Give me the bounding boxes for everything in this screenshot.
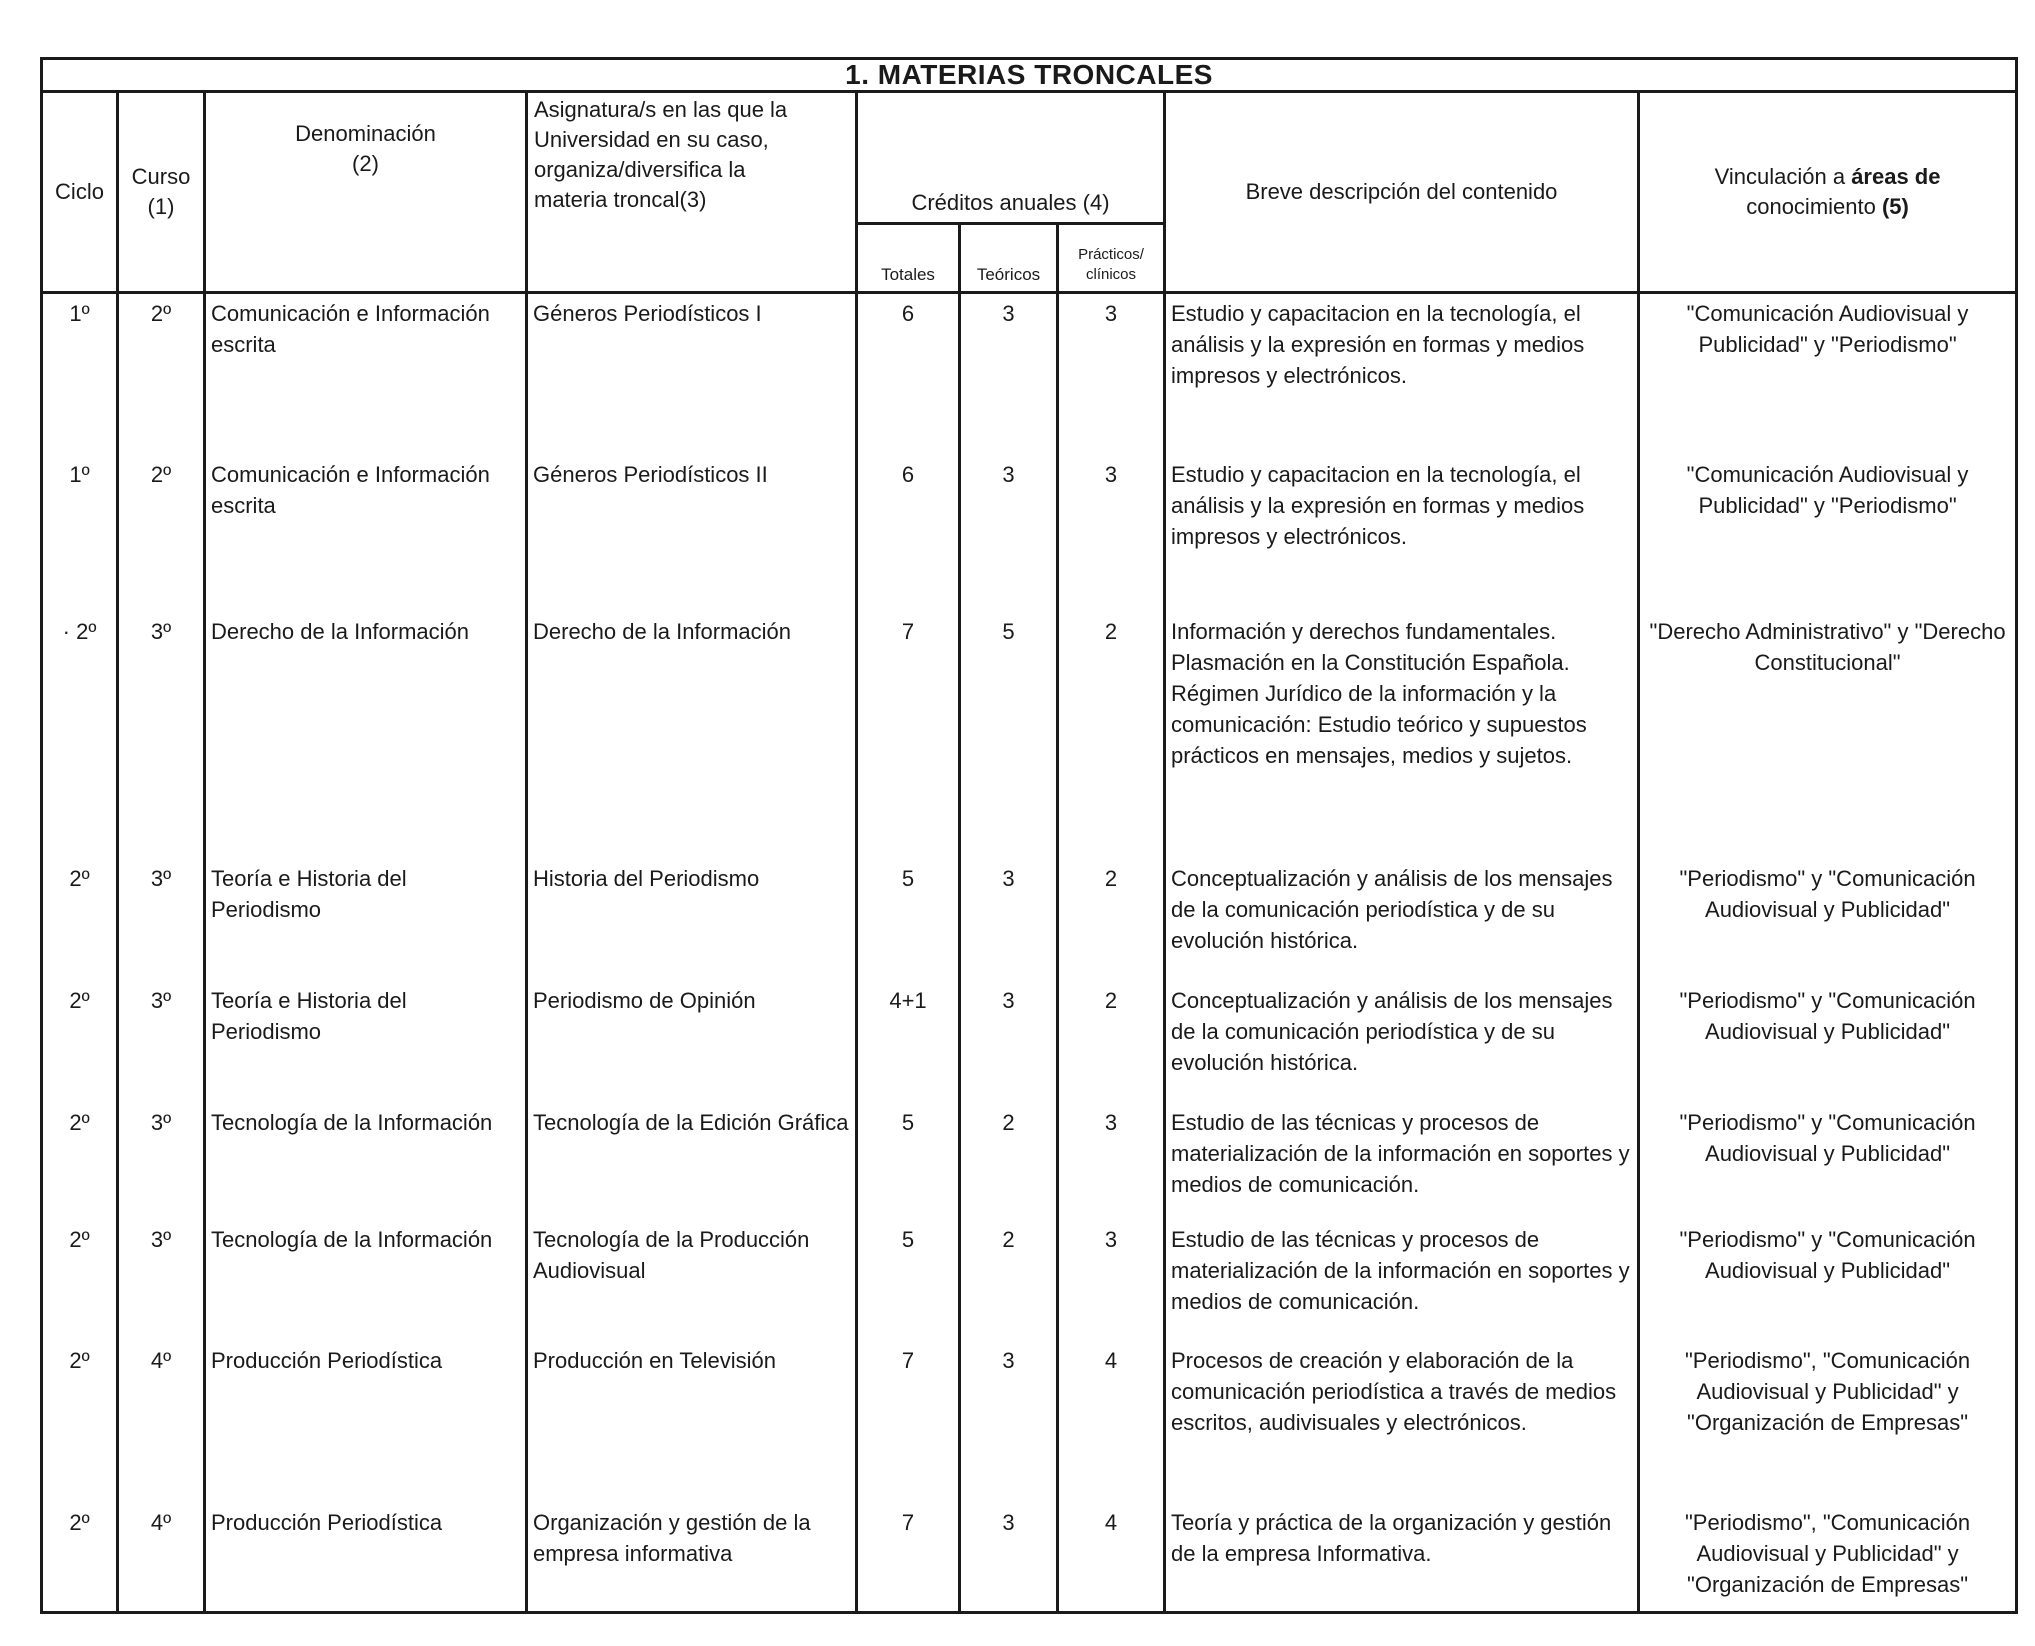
- cell-curso: 3º: [118, 859, 205, 981]
- cell-vinculacion: "Derecho Administrativo" y "Derecho Constitucional": [1639, 612, 2017, 859]
- cell-teoricos: 5: [960, 612, 1058, 859]
- cell-practicos: 3: [1058, 455, 1165, 612]
- cell-vinculacion: "Periodismo" y "Comunicación Audiovisual y Publicidad": [1639, 859, 2017, 981]
- cell-vinculacion: "Periodismo" y "Comunicación Audiovisual y Publicidad": [1639, 1103, 2017, 1220]
- cell-denominacion: Teoría e Historia del Periodismo: [205, 859, 527, 981]
- cell-ciclo: 2º: [42, 1503, 118, 1613]
- header-practicos: Prácticos/ clínicos: [1058, 224, 1165, 293]
- header-totales: Totales: [857, 224, 960, 293]
- cell-ciclo: 2º: [42, 1341, 118, 1503]
- cell-asignatura: Tecnología de la Producción Audiovisual: [527, 1220, 857, 1341]
- cell-teoricos: 3: [960, 981, 1058, 1103]
- table-row: [42, 455, 2017, 612]
- cell-totales: 7: [857, 612, 960, 859]
- cell-practicos: 4: [1058, 1503, 1165, 1613]
- cell-teoricos: 3: [960, 1503, 1058, 1613]
- cell-practicos: 2: [1058, 981, 1165, 1103]
- cell-curso: 3º: [118, 1220, 205, 1341]
- cell-teoricos: 3: [960, 455, 1058, 612]
- cell-denominacion: Tecnología de la Información: [205, 1103, 527, 1220]
- header-ciclo: Ciclo: [42, 92, 118, 293]
- cell-descripcion: Teoría y práctica de la organización y gestión de la empresa Informativa.: [1165, 1503, 1639, 1613]
- cell-totales: 7: [857, 1503, 960, 1613]
- table-row: [42, 1503, 2017, 1613]
- cell-descripcion: Conceptualización y análisis de los mensajes de la comunicación periodística y de su evolución histórica.: [1165, 859, 1639, 981]
- cell-descripcion: Estudio de las técnicas y procesos de materialización de la información en soportes y medios de comunicación.: [1165, 1103, 1639, 1220]
- table-row: [42, 293, 2017, 455]
- cell-denominacion: Comunicación e Información escrita: [205, 293, 527, 455]
- cell-descripcion: Conceptualización y análisis de los mensajes de la comunicación periodística y de su evolución histórica.: [1165, 981, 1639, 1103]
- header-asignatura: Asignatura/s en las que la Universidad en su caso, organiza/diversifica la materia troncal(3): [527, 92, 857, 293]
- cell-asignatura: Derecho de la Información: [527, 612, 857, 859]
- cell-asignatura: Producción en Televisión: [527, 1341, 857, 1503]
- cell-asignatura: Tecnología de la Edición Gráfica: [527, 1103, 857, 1220]
- cell-asignatura: Géneros Periodísticos II: [527, 455, 857, 612]
- header-creditos: Créditos anuales (4): [857, 92, 1165, 224]
- cell-practicos: 4: [1058, 1341, 1165, 1503]
- cell-teoricos: 2: [960, 1103, 1058, 1220]
- cell-curso: 4º: [118, 1341, 205, 1503]
- table-row: [42, 612, 2017, 859]
- table-row: [42, 1341, 2017, 1503]
- cell-teoricos: 3: [960, 859, 1058, 981]
- header-teoricos: Teóricos: [960, 224, 1058, 293]
- cell-totales: 5: [857, 859, 960, 981]
- cell-descripcion: Información y derechos fundamentales. Plasmación en la Constitución Española. Régimen Jurídico de la información y la comunicación: Estudio teórico y supuestos prácticos en mensajes, medios y sujetos.: [1165, 612, 1639, 859]
- cell-ciclo: · 2º: [42, 612, 118, 859]
- cell-ciclo: 1º: [42, 455, 118, 612]
- cell-practicos: 3: [1058, 293, 1165, 455]
- materias-troncales-sheet: [40, 57, 2015, 1617]
- cell-vinculacion: "Periodismo", "Comunicación Audiovisual y Publicidad" y "Organización de Empresas": [1639, 1341, 2017, 1503]
- cell-totales: 7: [857, 1341, 960, 1503]
- cell-curso: 4º: [118, 1503, 205, 1613]
- table-row: [42, 1220, 2017, 1341]
- header-curso: Curso (1): [118, 92, 205, 293]
- cell-ciclo: 1º: [42, 293, 118, 455]
- cell-asignatura: Historia del Periodismo: [527, 859, 857, 981]
- cell-denominacion: Teoría e Historia del Periodismo: [205, 981, 527, 1103]
- cell-descripcion: Procesos de creación y elaboración de la comunicación periodística a través de medios escritos, audivisuales y electrónicos.: [1165, 1341, 1639, 1503]
- cell-curso: 3º: [118, 612, 205, 859]
- cell-asignatura: Organización y gestión de la empresa informativa: [527, 1503, 857, 1613]
- cell-ciclo: 2º: [42, 981, 118, 1103]
- cell-practicos: 2: [1058, 612, 1165, 859]
- cell-totales: 5: [857, 1220, 960, 1341]
- cell-vinculacion: "Periodismo", "Comunicación Audiovisual y Publicidad" y "Organización de Empresas": [1639, 1503, 2017, 1613]
- cell-teoricos: 3: [960, 293, 1058, 455]
- cell-totales: 6: [857, 293, 960, 455]
- table-row: [42, 981, 2017, 1103]
- table-row: [42, 859, 2017, 981]
- cell-curso: 2º: [118, 293, 205, 455]
- cell-vinculacion: "Periodismo" y "Comunicación Audiovisual y Publicidad": [1639, 981, 2017, 1103]
- cell-curso: 2º: [118, 455, 205, 612]
- cell-curso: 3º: [118, 1103, 205, 1220]
- header-vinculacion: Vinculación a áreas de conocimiento (5): [1639, 92, 2017, 293]
- table-title: 1. MATERIAS TRONCALES: [42, 59, 2017, 92]
- cell-practicos: 2: [1058, 859, 1165, 981]
- cell-descripcion: Estudio y capacitacion en la tecnología, el análisis y la expresión en formas y medios impresos y electrónicos.: [1165, 455, 1639, 612]
- cell-descripcion: Estudio y capacitacion en la tecnología, el análisis y la expresión en formas y medios impresos y electrónicos.: [1165, 293, 1639, 455]
- cell-ciclo: 2º: [42, 1103, 118, 1220]
- cell-teoricos: 3: [960, 1341, 1058, 1503]
- cell-descripcion: Estudio de las técnicas y procesos de materialización de la información en soportes y medios de comunicación.: [1165, 1220, 1639, 1341]
- cell-vinculacion: "Comunicación Audiovisual y Publicidad" y "Periodismo": [1639, 455, 2017, 612]
- cell-ciclo: 2º: [42, 1220, 118, 1341]
- materias-troncales-table: [40, 57, 2018, 1614]
- cell-denominacion: Tecnología de la Información: [205, 1220, 527, 1341]
- cell-teoricos: 2: [960, 1220, 1058, 1341]
- cell-denominacion: Producción Periodística: [205, 1503, 527, 1613]
- cell-denominacion: Derecho de la Información: [205, 612, 527, 859]
- cell-curso: 3º: [118, 981, 205, 1103]
- cell-totales: 6: [857, 455, 960, 612]
- cell-vinculacion: "Periodismo" y "Comunicación Audiovisual y Publicidad": [1639, 1220, 2017, 1341]
- header-descripcion: Breve descripción del contenido: [1165, 92, 1639, 293]
- cell-denominacion: Producción Periodística: [205, 1341, 527, 1503]
- cell-practicos: 3: [1058, 1103, 1165, 1220]
- cell-denominacion: Comunicación e Información escrita: [205, 455, 527, 612]
- cell-asignatura: Periodismo de Opinión: [527, 981, 857, 1103]
- table-row: [42, 1103, 2017, 1220]
- cell-vinculacion: "Comunicación Audiovisual y Publicidad" y "Periodismo": [1639, 293, 2017, 455]
- header-denominacion: Denominación (2): [205, 92, 527, 293]
- cell-ciclo: 2º: [42, 859, 118, 981]
- cell-asignatura: Géneros Periodísticos I: [527, 293, 857, 455]
- cell-totales: 5: [857, 1103, 960, 1220]
- cell-totales: 4+1: [857, 981, 960, 1103]
- cell-practicos: 3: [1058, 1220, 1165, 1341]
